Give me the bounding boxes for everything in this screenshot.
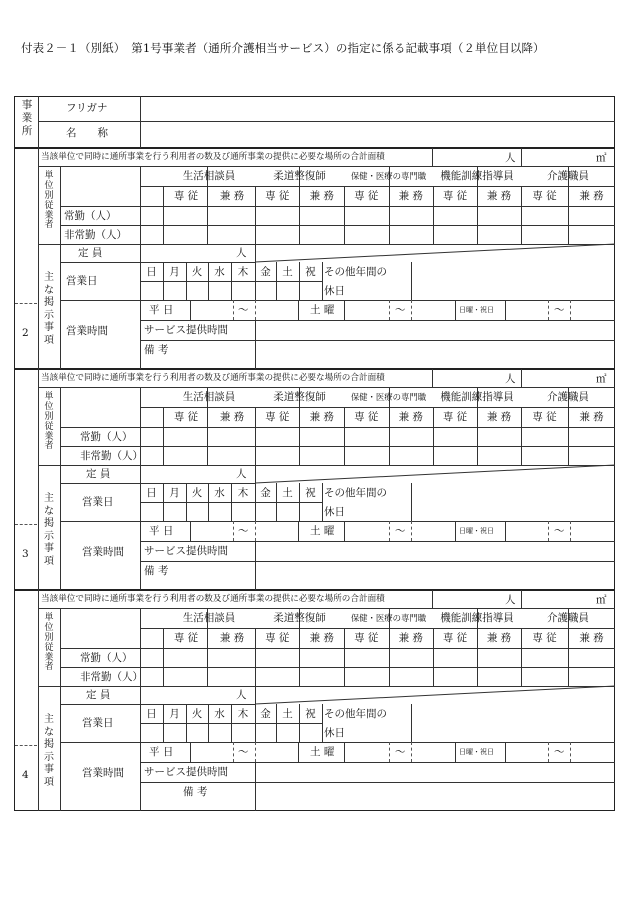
weekday-check[interactable]: [256, 282, 275, 299]
page-title: 付表２－１（別紙） 第1号事業者（通所介護相当サービス）の指定に係る記載事項（２単位目以降）: [21, 41, 545, 55]
time-field[interactable]: [506, 301, 547, 319]
full-time-label: 専 従: [532, 190, 557, 202]
staff-count-field[interactable]: [301, 428, 344, 445]
saturday-hours-label: 土 曜: [310, 746, 335, 758]
weekday-label: 金: [260, 487, 271, 499]
full-time-label: 専 従: [265, 632, 290, 644]
time-field[interactable]: [571, 522, 613, 540]
tilde: ～: [554, 746, 565, 758]
staff-count-field[interactable]: [345, 226, 388, 243]
business-hours-label: 営業時間: [66, 325, 108, 337]
area-unit: ㎡: [596, 594, 607, 606]
staff-count-field[interactable]: [210, 649, 254, 666]
staff-count-field[interactable]: [522, 649, 567, 666]
staff-count-field[interactable]: [256, 428, 299, 445]
holidays-field[interactable]: [412, 484, 614, 520]
tilde: ～: [238, 525, 249, 537]
business-days-label: 営業日: [82, 717, 114, 729]
weekday-label: 火: [191, 487, 203, 499]
weekday-check[interactable]: [164, 503, 185, 520]
weekday-label: 祝: [305, 266, 316, 278]
full-time-label: 専 従: [173, 632, 199, 644]
staff-count-field[interactable]: [569, 428, 614, 445]
full-time-label: 専 従: [442, 632, 468, 644]
staff-count-field[interactable]: [390, 447, 433, 464]
tilde: ～: [238, 746, 249, 758]
part-time-label: 兼 務: [309, 190, 334, 202]
diagonal-strike: [255, 244, 615, 264]
tilde: ～: [554, 525, 565, 537]
area-unit: ㎡: [596, 373, 607, 385]
remarks-field[interactable]: [256, 783, 614, 810]
staff-count-field[interactable]: [390, 649, 433, 666]
staff-count-field[interactable]: [164, 668, 208, 685]
weekday-check[interactable]: [187, 724, 207, 741]
row-regular-label: 常勤（人）: [80, 652, 133, 664]
staff-count-field[interactable]: [301, 649, 344, 666]
remarks-field[interactable]: [256, 562, 614, 589]
weekday-check[interactable]: [232, 724, 254, 741]
area-unit: ㎡: [596, 152, 607, 164]
job-title-5: 介護職員: [547, 391, 589, 403]
weekday-label: 金: [260, 708, 271, 720]
weekday-hours-label: 平 日: [149, 525, 174, 537]
tilde: ～: [395, 525, 406, 537]
other-days-label: その他年間の: [324, 708, 387, 720]
weekday-label: 月: [169, 708, 180, 720]
capacity-label: 定 員: [86, 468, 111, 480]
weekday-label: 木: [237, 266, 249, 278]
staff-count-field[interactable]: [478, 447, 520, 464]
time-field[interactable]: [191, 743, 232, 761]
staff-count-field[interactable]: [390, 207, 433, 224]
weekday-label: 水: [214, 487, 225, 499]
capacity-label: 定 員: [78, 247, 103, 259]
staff-count-field[interactable]: [301, 207, 344, 224]
staff-count-field[interactable]: [569, 649, 614, 666]
capacity-label: 定 員: [86, 689, 111, 701]
job-title-1: 生活相談員: [182, 391, 236, 403]
tilde: ～: [554, 304, 565, 316]
capacity-field[interactable]: [141, 466, 233, 482]
staff-count-field[interactable]: [569, 447, 614, 464]
full-time-label: 専 従: [265, 411, 290, 423]
staff-count-field[interactable]: [478, 668, 520, 685]
job-title-5: 介護職員: [547, 612, 589, 624]
service-hours-field[interactable]: [256, 542, 614, 560]
job-title-1: 生活相談員: [182, 170, 236, 182]
part-time-label: 兼 務: [219, 190, 245, 202]
unit-number: 3: [22, 548, 29, 560]
weekday-check[interactable]: [300, 503, 321, 520]
weekday-label: 木: [237, 487, 249, 499]
full-time-label: 専 従: [265, 190, 290, 202]
job-title-3: 保健・医療の専門職: [350, 171, 427, 181]
weekday-label: 日: [146, 487, 157, 499]
weekday-label: 祝: [305, 487, 316, 499]
time-field[interactable]: [345, 301, 388, 319]
full-time-label: 専 従: [442, 190, 468, 202]
weekday-check[interactable]: [300, 724, 321, 741]
job-title-4: 機能訓練指導員: [440, 170, 514, 182]
part-time-label: 兼 務: [579, 190, 604, 202]
full-time-label: 専 従: [173, 411, 199, 423]
time-field[interactable]: [506, 743, 547, 761]
staff-count-field[interactable]: [478, 207, 520, 224]
business-days-label: 営業日: [66, 275, 98, 287]
part-time-label: 兼 務: [219, 411, 245, 423]
staff-count-field[interactable]: [390, 668, 433, 685]
part-time-label: 兼 務: [486, 411, 512, 423]
job-title-1: 生活相談員: [182, 612, 236, 624]
weekday-check[interactable]: [256, 503, 275, 520]
staff-side-label: 単位別従業者: [44, 613, 54, 673]
weekday-check[interactable]: [277, 724, 298, 741]
capacity-unit: 人: [236, 468, 247, 480]
job-title-4: 機能訓練指導員: [440, 391, 514, 403]
area-field[interactable]: [522, 370, 592, 386]
staff-count-field[interactable]: [256, 649, 299, 666]
staff-count-field[interactable]: [345, 668, 388, 685]
weekday-check[interactable]: [209, 724, 230, 741]
area-label: 当該単位で同時に通所事業を行う利用者の数及び通所事業の提供に必要な場所の合計面積: [41, 594, 385, 604]
capacity-unit: 人: [236, 247, 247, 259]
staff-count-field[interactable]: [256, 207, 299, 224]
staff-count-field[interactable]: [434, 226, 476, 243]
weekday-label: 水: [214, 266, 225, 278]
service-hours-label: サービス提供時間: [144, 324, 228, 336]
staff-count-field[interactable]: [164, 649, 208, 666]
other-days-label: その他年間の: [324, 266, 387, 278]
weekday-label: 月: [169, 266, 180, 278]
staff-count-field[interactable]: [210, 226, 254, 243]
row-regular-label: 常勤（人）: [80, 431, 133, 443]
part-time-label: 兼 務: [398, 190, 423, 202]
time-field[interactable]: [191, 522, 232, 540]
row-nonregular-label: 非常勤（人）: [80, 671, 143, 683]
staff-count-field[interactable]: [301, 226, 344, 243]
full-time-label: 専 従: [354, 632, 379, 644]
staff-count-field[interactable]: [390, 428, 433, 445]
staff-count-field[interactable]: [569, 668, 614, 685]
weekday-check[interactable]: [164, 282, 185, 299]
staff-count-field[interactable]: [345, 649, 388, 666]
row-nonregular-label: 非常勤（人）: [80, 450, 143, 462]
full-time-label: 専 従: [354, 190, 379, 202]
staff-count-field[interactable]: [164, 447, 208, 464]
weekday-label: 日: [146, 266, 157, 278]
people-count-field[interactable]: [433, 370, 499, 386]
staff-count-field[interactable]: [478, 428, 520, 445]
staff-count-field[interactable]: [434, 668, 476, 685]
main-items-label: 主な掲示事項: [44, 493, 54, 567]
weekday-check[interactable]: [141, 724, 162, 741]
weekday-check[interactable]: [209, 282, 230, 299]
staff-count-field[interactable]: [256, 226, 299, 243]
staff-count-field[interactable]: [345, 447, 388, 464]
holidays-label: 休日: [324, 506, 345, 518]
time-field[interactable]: [256, 743, 297, 761]
time-field[interactable]: [506, 522, 547, 540]
staff-side-label: 単位別従業者: [44, 171, 54, 231]
row-regular-label: 常勤（人）: [64, 210, 117, 222]
staff-count-field[interactable]: [434, 447, 476, 464]
main-items-label: 主な掲示事項: [44, 714, 54, 788]
part-time-label: 兼 務: [309, 632, 334, 644]
staff-count-field[interactable]: [210, 447, 254, 464]
part-time-label: 兼 務: [579, 411, 604, 423]
job-title-2: 柔道整復師: [273, 612, 326, 624]
part-time-label: 兼 務: [486, 632, 512, 644]
staff-count-field[interactable]: [256, 447, 299, 464]
saturday-hours-label: 土 曜: [310, 525, 335, 537]
area-field[interactable]: [522, 149, 592, 165]
staff-count-field[interactable]: [434, 428, 476, 445]
part-time-label: 兼 務: [579, 632, 604, 644]
staff-count-field[interactable]: [522, 207, 567, 224]
weekday-label: 土: [282, 487, 293, 499]
weekday-check[interactable]: [187, 503, 207, 520]
name-label: 名 称: [66, 127, 108, 139]
tilde: ～: [395, 304, 406, 316]
weekday-hours-label: 平 日: [149, 746, 174, 758]
area-label: 当該単位で同時に通所事業を行う利用者の数及び通所事業の提供に必要な場所の合計面積: [41, 152, 385, 162]
weekday-check[interactable]: [300, 282, 321, 299]
job-title-3: 保健・医療の専門職: [350, 392, 427, 402]
staff-count-field[interactable]: [164, 428, 208, 445]
business-days-label: 営業日: [82, 496, 114, 508]
business-hours-label: 営業時間: [82, 767, 124, 779]
area-label: 当該単位で同時に通所事業を行う利用者の数及び通所事業の提供に必要な場所の合計面積: [41, 373, 385, 383]
full-time-label: 専 従: [442, 411, 468, 423]
staff-count-field[interactable]: [478, 226, 520, 243]
holidays-label: 休日: [324, 727, 345, 739]
service-hours-field[interactable]: [256, 321, 614, 339]
diagonal-strike: [255, 465, 615, 485]
staff-count-field[interactable]: [210, 428, 254, 445]
staff-count-field[interactable]: [345, 428, 388, 445]
tilde: ～: [395, 746, 406, 758]
staff-count-field[interactable]: [522, 428, 567, 445]
service-hours-field[interactable]: [256, 763, 614, 781]
job-title-5: 介護職員: [547, 170, 589, 182]
time-field[interactable]: [412, 743, 454, 761]
staff-count-field[interactable]: [569, 226, 614, 243]
job-title-3: 保健・医療の専門職: [350, 613, 427, 623]
weekday-check[interactable]: [232, 282, 254, 299]
full-time-label: 専 従: [532, 411, 557, 423]
capacity-field[interactable]: [141, 245, 233, 261]
unit-number: 2: [22, 327, 29, 339]
remarks-label: 備 考: [183, 786, 208, 798]
staff-count-field[interactable]: [569, 207, 614, 224]
diagonal-strike: [255, 686, 615, 706]
staff-count-field[interactable]: [256, 668, 299, 685]
time-field[interactable]: [345, 522, 388, 540]
staff-count-field[interactable]: [345, 207, 388, 224]
staff-count-field[interactable]: [210, 668, 254, 685]
staff-count-field[interactable]: [434, 649, 476, 666]
weekday-check[interactable]: [141, 503, 162, 520]
weekday-label: 日: [146, 708, 157, 720]
holidays-label: 休日: [324, 285, 345, 297]
weekday-label: 土: [282, 266, 293, 278]
sunday-holiday-hours-label: 日曜・祝日: [459, 306, 494, 314]
staff-count-field[interactable]: [434, 207, 476, 224]
weekday-hours-label: 平 日: [149, 304, 174, 316]
remarks-field[interactable]: [256, 341, 614, 368]
furigana-field[interactable]: [141, 97, 614, 120]
weekday-check[interactable]: [232, 503, 254, 520]
weekday-check[interactable]: [141, 282, 162, 299]
weekday-label: 木: [237, 708, 249, 720]
service-hours-label: サービス提供時間: [144, 545, 228, 557]
weekday-label: 土: [282, 708, 293, 720]
remarks-label: 備 考: [144, 344, 169, 356]
weekday-label: 火: [191, 708, 203, 720]
job-title-2: 柔道整復師: [273, 391, 326, 403]
service-hours-label: サービス提供時間: [144, 766, 228, 778]
people-unit: 人: [505, 594, 516, 606]
time-field[interactable]: [256, 522, 297, 540]
saturday-hours-label: 土 曜: [310, 304, 335, 316]
weekday-label: 月: [169, 487, 180, 499]
staff-count-field[interactable]: [478, 649, 520, 666]
job-title-4: 機能訓練指導員: [440, 612, 514, 624]
people-unit: 人: [505, 152, 516, 164]
time-field[interactable]: [412, 301, 454, 319]
people-count-field[interactable]: [433, 591, 499, 607]
staff-count-field[interactable]: [210, 207, 254, 224]
weekday-check[interactable]: [209, 503, 230, 520]
time-field[interactable]: [571, 301, 613, 319]
office-side-label: 事業所: [21, 99, 33, 138]
staff-side-label: 単位別従業者: [44, 392, 54, 452]
business-hours-label: 営業時間: [82, 546, 124, 558]
weekday-label: 火: [191, 266, 203, 278]
remarks-label: 備 考: [144, 565, 169, 577]
holidays-field[interactable]: [412, 705, 614, 741]
weekday-label: 金: [260, 266, 271, 278]
part-time-label: 兼 務: [398, 411, 423, 423]
part-time-label: 兼 務: [309, 411, 334, 423]
unit-number: 4: [22, 769, 29, 781]
capacity-field[interactable]: [141, 687, 233, 703]
area-field[interactable]: [522, 591, 592, 607]
weekday-check[interactable]: [256, 724, 275, 741]
tilde: ～: [238, 304, 249, 316]
staff-count-field[interactable]: [164, 207, 208, 224]
weekday-label: 祝: [305, 708, 316, 720]
sunday-holiday-hours-label: 日曜・祝日: [459, 527, 494, 535]
full-time-label: 専 従: [354, 411, 379, 423]
people-unit: 人: [505, 373, 516, 385]
full-time-label: 専 従: [173, 190, 199, 202]
staff-count-field[interactable]: [522, 668, 567, 685]
time-field[interactable]: [412, 522, 454, 540]
staff-count-field[interactable]: [522, 447, 567, 464]
time-field[interactable]: [571, 743, 613, 761]
staff-count-field[interactable]: [301, 668, 344, 685]
job-title-2: 柔道整復師: [273, 170, 326, 182]
time-field[interactable]: [345, 743, 388, 761]
capacity-unit: 人: [236, 689, 247, 701]
staff-count-field[interactable]: [522, 226, 567, 243]
people-count-field[interactable]: [433, 149, 499, 165]
staff-count-field[interactable]: [301, 447, 344, 464]
staff-count-field[interactable]: [390, 226, 433, 243]
main-items-label: 主な掲示事項: [44, 272, 54, 346]
sunday-holiday-hours-label: 日曜・祝日: [459, 748, 494, 756]
part-time-label: 兼 務: [486, 190, 512, 202]
full-time-label: 専 従: [532, 632, 557, 644]
weekday-check[interactable]: [187, 282, 207, 299]
time-field[interactable]: [256, 301, 297, 319]
weekday-check[interactable]: [277, 503, 298, 520]
weekday-label: 水: [214, 708, 225, 720]
staff-count-field[interactable]: [164, 226, 208, 243]
time-field[interactable]: [191, 301, 232, 319]
row-nonregular-label: 非常勤（人）: [64, 229, 127, 241]
part-time-label: 兼 務: [398, 632, 423, 644]
other-days-label: その他年間の: [324, 487, 387, 499]
weekday-check[interactable]: [277, 282, 298, 299]
name-field[interactable]: [141, 122, 614, 147]
weekday-check[interactable]: [164, 724, 185, 741]
part-time-label: 兼 務: [219, 632, 245, 644]
holidays-field[interactable]: [412, 263, 614, 299]
furigana-label: フリガナ: [66, 102, 108, 114]
